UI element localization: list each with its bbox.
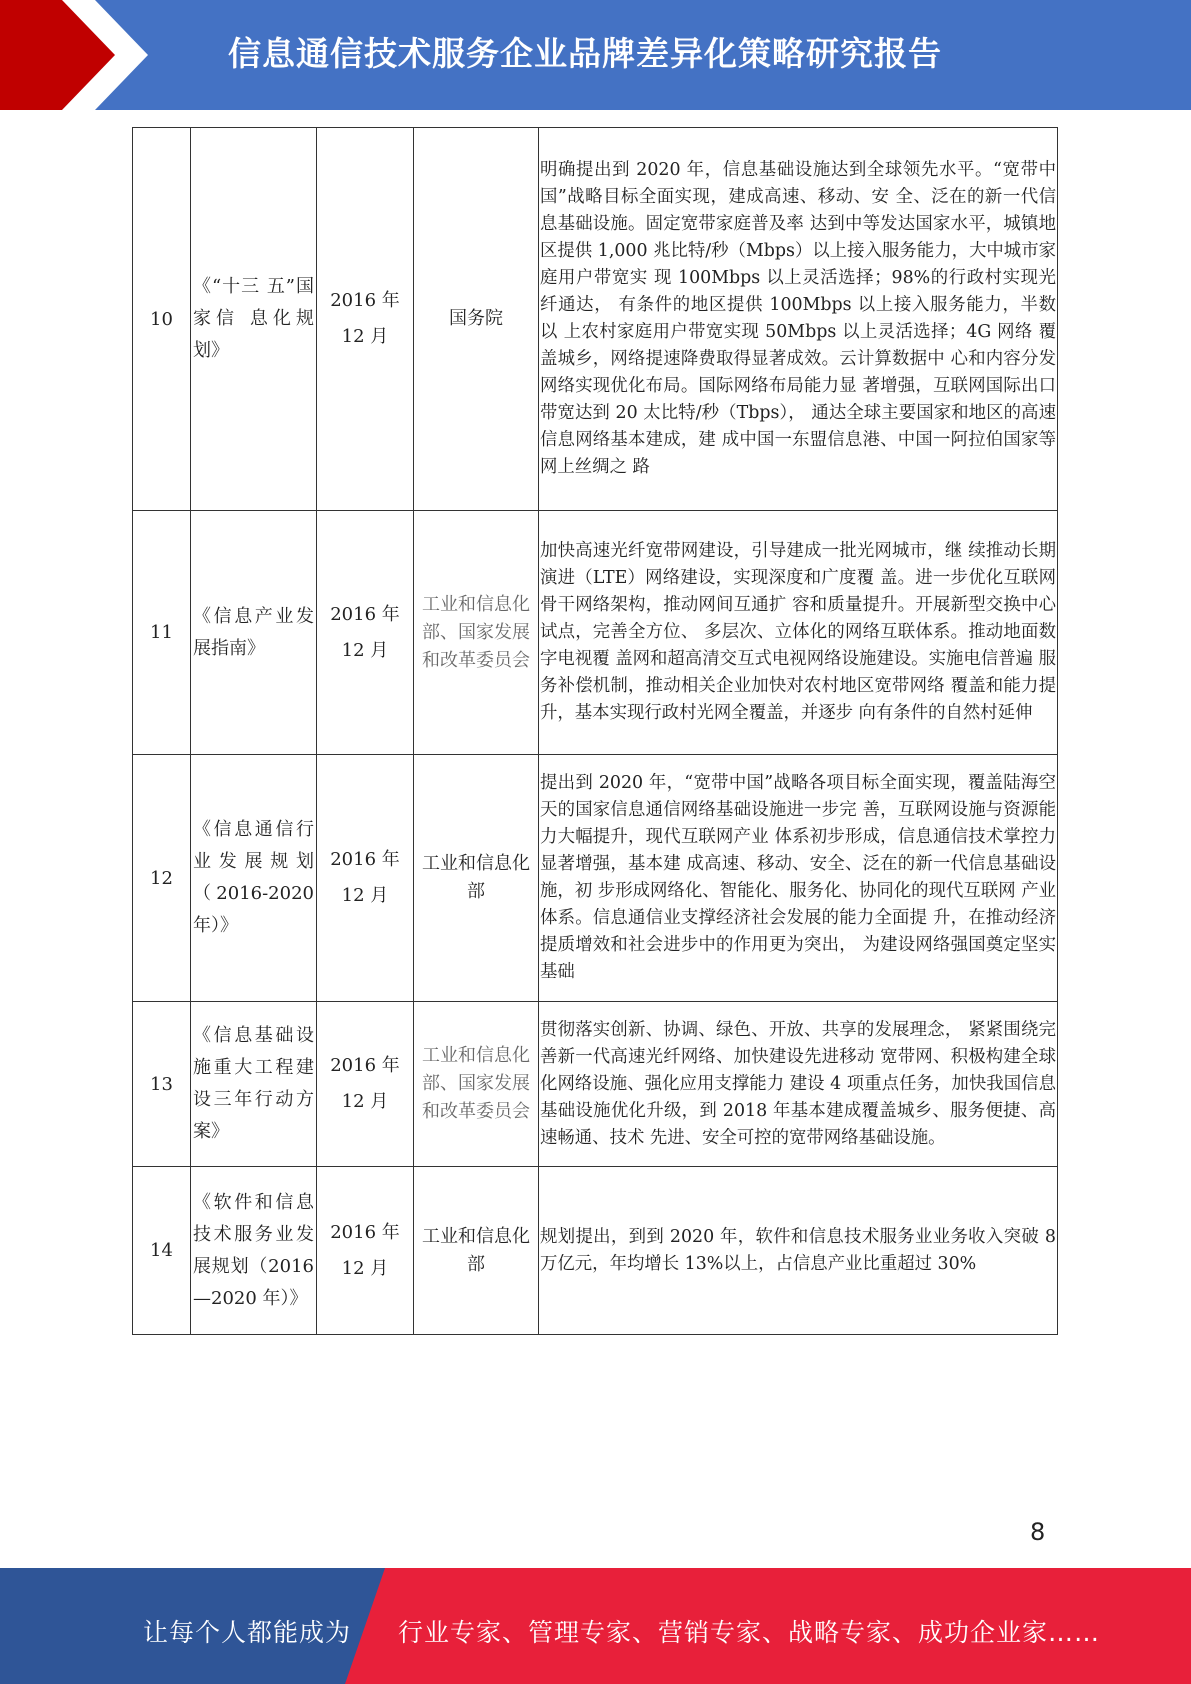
- date-month: 12 月: [341, 1257, 389, 1279]
- row-number: 13: [133, 1002, 191, 1167]
- issuing-department: 工业和信息化部、国家发展和改革委员会: [414, 511, 539, 755]
- page-number: 8: [1030, 1518, 1046, 1546]
- policy-table: [132, 127, 1058, 1335]
- policy-description: 明确提出到 2020 年，信息基础设施达到全球领先水平。“宽带中国”战略目标全面实现，建成高速、移动、安 全、泛在的新一代信息基础设施。固定宽带家庭普及率 达到中等发达国家水平，城镇地区提供 1,000 兆比特/秒（Mbps）以上接入服务能力，大中城市家庭用户带宽实 现 100Mbps 以上灵活选择；98%的行政村实现光纤通达， 有条件的地区提供 100Mbps 以上接入服务能力，半数以 上农村家庭用户带宽实现 50Mbps 以上灵活选择；4G 网络 覆盖城乡，网络提速降费取得显著成效。云计算数据中 心和内容分发网络实现优化布局。国际网络布局能力显 著增强，互联网国际出口带宽达到 20 太比特/秒（Tbps）， 通达全球主要国家和地区的高速信息网络基本建成，建 成中国一东盟信息港、中国一阿拉伯国家等网上丝绸之 路: [539, 128, 1058, 511]
- footer-slogan-left: 让每个人都能成为: [143, 1618, 352, 1647]
- table-row: [133, 1002, 1058, 1167]
- policy-date: [317, 128, 414, 511]
- policy-description: 提出到 2020 年，“宽带中国”战略各项目标全面实现，覆盖陆海空天的国家信息通信网络基础设施进一步完 善，互联网设施与资源能力大幅提升，现代互联网产业 体系初步形成，信息通信技术掌控力显著增强，基本建 成高速、移动、安全、泛在的新一代信息基础设施，初 步形成网络化、智能化、服务化、协同化的现代互联网 产业体系。信息通信业支撑经济社会发展的能力全面提 升，在推动经济提质增效和社会进步中的作用更为突出， 为建设网络强国奠定坚实基础: [539, 755, 1058, 1002]
- date-year: 2016 年: [330, 290, 400, 311]
- table-row: [133, 128, 1058, 511]
- date-year: 2016 年: [330, 1221, 400, 1243]
- row-number: 11: [133, 511, 191, 755]
- date-year: 2016 年: [330, 1055, 400, 1076]
- policy-description: 加快高速光纤宽带网建设，引导建成一批光网城市，继 续推动长期演进（LTE）网络建设，实现深度和广度覆 盖。进一步优化互联网骨干网络架构，推动网间互通扩 容和质量提升。开展新型交换中心试点，完善全方位、 多层次、立体化的网络互联体系。推动地面数字电视覆 盖网和超高清交互式电视网络设施建设。实施电信普遍 服务补偿机制，推动相关企业加快对农村地区宽带网络 覆盖和能力提升，基本实现行政村光网全覆盖，并逐步 向有条件的自然村延伸: [539, 511, 1058, 755]
- policy-name: 《信息产业发展指南》: [191, 511, 317, 755]
- date-month: 12 月: [341, 639, 389, 661]
- policy-date: [317, 511, 414, 755]
- table-row: [133, 755, 1058, 1002]
- policy-name: 《“十三 五”国家信 息化规划》: [191, 128, 317, 511]
- date-month: 12 月: [341, 326, 389, 347]
- table-row: [133, 1167, 1058, 1335]
- issuing-department: 国务院: [414, 128, 539, 511]
- date-year: 2016 年: [330, 603, 400, 625]
- row-number: 10: [133, 128, 191, 511]
- issuing-department: 工业和信息化部: [414, 1167, 539, 1335]
- issuing-department: 工业和信息化部、国家发展和改革委员会: [414, 1002, 539, 1167]
- page-footer: [0, 1568, 1191, 1684]
- policy-date: [317, 755, 414, 1002]
- report-title: 信息通信技术服务企业品牌差异化策略研究报告: [228, 34, 942, 73]
- chevron-graphic: [0, 0, 170, 110]
- row-number: 12: [133, 755, 191, 1002]
- policy-description: 贯彻落实创新、协调、绿色、开放、共享的发展理念， 紧紧围绕完善新一代高速光纤网络、加快建设先进移动 宽带网、积极构建全球化网络设施、强化应用支撑能力 建设 4 项重点任务，加快我国信息基础设施优化升级，到 2018 年基本建成覆盖城乡、服务便捷、高速畅通、技术 先进、安全可控的宽带网络基础设施。: [539, 1002, 1058, 1167]
- page-header: [0, 0, 1191, 110]
- policy-description: 规划提出，到到 2020 年，软件和信息技术服务业业务收入突破 8 万亿元，年均增长 13%以上，占信息产业比重超过 30%: [539, 1167, 1058, 1335]
- row-number: 14: [133, 1167, 191, 1335]
- policy-date: [317, 1002, 414, 1167]
- footer-slogan-right: 行业专家、管理专家、营销专家、战略专家、成功企业家……: [398, 1618, 1101, 1647]
- issuing-department: 工业和信息化部: [414, 755, 539, 1002]
- policy-date: [317, 1167, 414, 1335]
- date-year: 2016 年: [330, 849, 400, 870]
- date-month: 12 月: [341, 1091, 389, 1112]
- table-row: [133, 511, 1058, 755]
- date-month: 12 月: [341, 885, 389, 906]
- policy-name: 《软件和信息技术服务业发展规划（2016 —2020 年）》: [191, 1167, 317, 1335]
- policy-name: 《信息通信行业发展规划（2016-2020 年）》: [191, 755, 317, 1002]
- policy-name: 《信息基础设施重大工程建设三年行动方案》: [191, 1002, 317, 1167]
